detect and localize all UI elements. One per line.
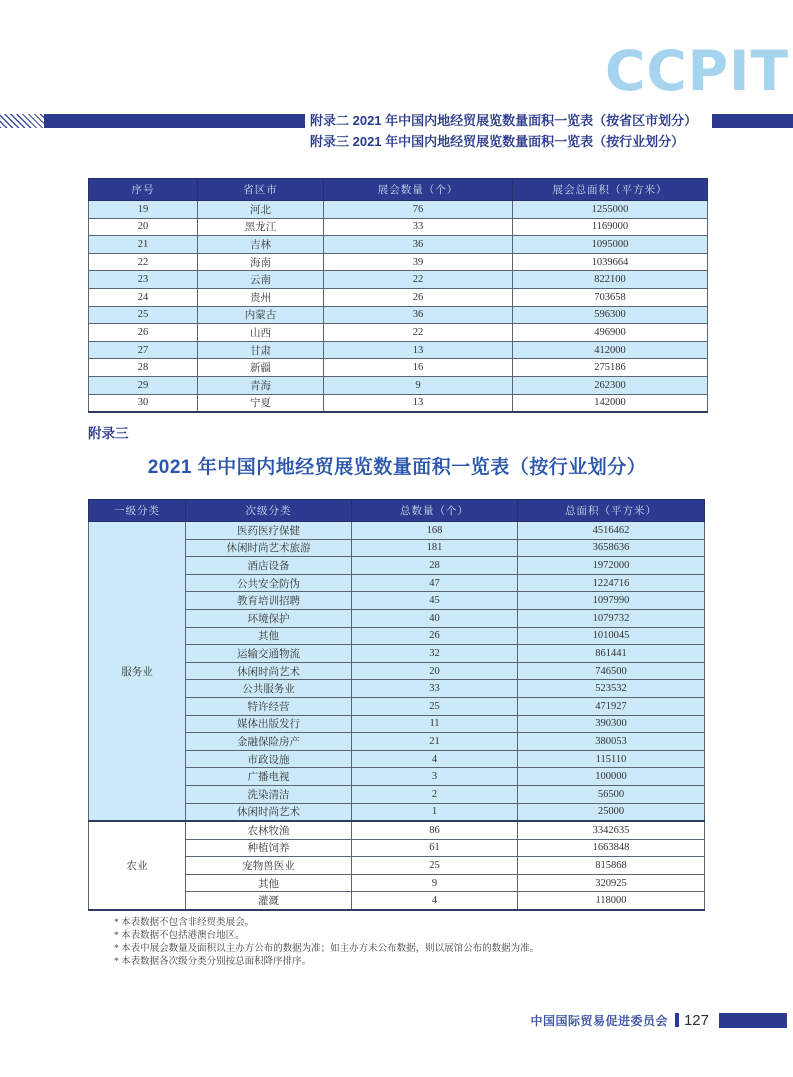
table-row bbox=[89, 236, 708, 254]
ccpit-logo: CCPIT bbox=[604, 39, 789, 103]
table-cell: 云南 bbox=[198, 271, 324, 289]
footnote-line: * 本表数据不包含非经贸类展会。 bbox=[114, 917, 539, 930]
table-cell: 吉林 bbox=[198, 236, 324, 254]
table-cell: 新疆 bbox=[198, 359, 324, 377]
table-cell: 3342635 bbox=[518, 821, 705, 839]
table-cell: 412000 bbox=[513, 341, 708, 359]
column-header: 总面积（平方米） bbox=[518, 500, 705, 522]
column-header: 展会总面积（平方米） bbox=[513, 179, 708, 201]
table-cell: 28 bbox=[89, 359, 198, 377]
table-cell: 33 bbox=[324, 218, 513, 236]
table-cell: 523532 bbox=[518, 680, 705, 698]
footnotes bbox=[114, 917, 539, 969]
table-cell: 4516462 bbox=[518, 522, 705, 540]
table-cell: 23 bbox=[89, 271, 198, 289]
table-cell: 21 bbox=[89, 236, 198, 254]
table-cell: 40 bbox=[352, 609, 518, 627]
table-cell: 医药医疗保健 bbox=[186, 522, 352, 540]
table-cell: 休闲时尚艺术 bbox=[186, 662, 352, 680]
footer-bar bbox=[719, 1013, 787, 1028]
column-header: 省区市 bbox=[198, 179, 324, 201]
table-cell: 农林牧渔 bbox=[186, 821, 352, 839]
header-bar-left bbox=[44, 114, 305, 128]
table-cell: 26 bbox=[324, 288, 513, 306]
table-cell: 4 bbox=[352, 750, 518, 768]
table-cell: 25 bbox=[352, 857, 518, 875]
table-cell: 4 bbox=[352, 892, 518, 910]
table-cell: 媒体出版发行 bbox=[186, 715, 352, 733]
column-header: 次级分类 bbox=[186, 500, 352, 522]
table-cell: 36 bbox=[324, 236, 513, 254]
category-cell: 农业 bbox=[89, 821, 186, 910]
table-cell: 洗染清洁 bbox=[186, 785, 352, 803]
table-cell: 24 bbox=[89, 288, 198, 306]
table-row bbox=[89, 324, 708, 342]
table-cell: 26 bbox=[89, 324, 198, 342]
table-cell: 1663848 bbox=[518, 839, 705, 857]
table-cell: 河北 bbox=[198, 201, 324, 219]
table-cell: 宠物兽医业 bbox=[186, 857, 352, 875]
table-cell: 黑龙江 bbox=[198, 218, 324, 236]
table-cell: 种植饲养 bbox=[186, 839, 352, 857]
table-cell: 13 bbox=[324, 341, 513, 359]
footer-separator bbox=[675, 1013, 679, 1027]
table-cell: 1169000 bbox=[513, 218, 708, 236]
table-cell: 168 bbox=[352, 522, 518, 540]
table-cell: 36 bbox=[324, 306, 513, 324]
header-stripe-decoration bbox=[0, 114, 44, 128]
table-cell: 1255000 bbox=[513, 201, 708, 219]
table-cell: 市政设施 bbox=[186, 750, 352, 768]
table-cell: 703658 bbox=[513, 288, 708, 306]
table-cell: 25 bbox=[352, 697, 518, 715]
province-table-header bbox=[89, 179, 708, 201]
table-cell: 灌溉 bbox=[186, 892, 352, 910]
table-cell: 2 bbox=[352, 785, 518, 803]
table-cell: 公共服务业 bbox=[186, 680, 352, 698]
table-cell: 47 bbox=[352, 574, 518, 592]
table-row bbox=[89, 821, 705, 839]
table-cell: 822100 bbox=[513, 271, 708, 289]
table-cell: 休闲时尚艺术旅游 bbox=[186, 539, 352, 557]
table-cell: 1010045 bbox=[518, 627, 705, 645]
table-cell: 内蒙古 bbox=[198, 306, 324, 324]
table-cell: 56500 bbox=[518, 785, 705, 803]
footnote-line: * 本表中展会数量及面积以主办方公布的数据为准；如主办方未公布数据，则以展馆公布的数据为准。 bbox=[114, 943, 539, 956]
table-cell: 115110 bbox=[518, 750, 705, 768]
table-row bbox=[89, 288, 708, 306]
table-cell: 27 bbox=[89, 341, 198, 359]
table-cell: 496900 bbox=[513, 324, 708, 342]
table-cell: 教育培训招聘 bbox=[186, 592, 352, 610]
appendix-two-heading: 附录二 2021 年中国内地经贸展览数量面积一览表（按省区市划分） bbox=[310, 113, 698, 128]
table-cell: 9 bbox=[324, 376, 513, 394]
table-row bbox=[89, 306, 708, 324]
table-cell: 26 bbox=[352, 627, 518, 645]
table-row bbox=[89, 271, 708, 289]
appendix-three-label: 附录三 bbox=[88, 426, 129, 441]
table-cell: 861441 bbox=[518, 645, 705, 663]
table-cell: 1039664 bbox=[513, 253, 708, 271]
table-cell: 11 bbox=[352, 715, 518, 733]
industry-table-header bbox=[89, 500, 705, 522]
table-cell: 3658636 bbox=[518, 539, 705, 557]
table-cell: 29 bbox=[89, 376, 198, 394]
table-row bbox=[89, 359, 708, 377]
table-cell: 380053 bbox=[518, 733, 705, 751]
table-cell: 甘肃 bbox=[198, 341, 324, 359]
table-cell: 20 bbox=[352, 662, 518, 680]
table-cell: 596300 bbox=[513, 306, 708, 324]
table-cell: 广播电视 bbox=[186, 768, 352, 786]
table-row bbox=[89, 341, 708, 359]
table-cell: 118000 bbox=[518, 892, 705, 910]
table-cell: 13 bbox=[324, 394, 513, 412]
province-table-body bbox=[89, 201, 708, 413]
table-cell: 金融保险房产 bbox=[186, 733, 352, 751]
table-row bbox=[89, 218, 708, 236]
table-cell: 61 bbox=[352, 839, 518, 857]
table-row bbox=[89, 394, 708, 412]
table-cell: 1224716 bbox=[518, 574, 705, 592]
table-cell: 青海 bbox=[198, 376, 324, 394]
column-header: 序号 bbox=[89, 179, 198, 201]
table-cell: 其他 bbox=[186, 874, 352, 892]
table-cell: 142000 bbox=[513, 394, 708, 412]
table-cell: 1095000 bbox=[513, 236, 708, 254]
table-cell: 20 bbox=[89, 218, 198, 236]
table-cell: 海南 bbox=[198, 253, 324, 271]
table-cell: 22 bbox=[324, 271, 513, 289]
table-cell: 贵州 bbox=[198, 288, 324, 306]
table-cell: 100000 bbox=[518, 768, 705, 786]
table-cell: 28 bbox=[352, 557, 518, 575]
page-number: 127 bbox=[683, 1011, 709, 1029]
industry-table-title: 2021 年中国内地经贸展览数量面积一览表（按行业划分） bbox=[147, 457, 647, 478]
table-cell: 22 bbox=[324, 324, 513, 342]
table-cell: 宁夏 bbox=[198, 394, 324, 412]
table-cell: 262300 bbox=[513, 376, 708, 394]
table-cell: 86 bbox=[352, 821, 518, 839]
table-cell: 1 bbox=[352, 803, 518, 821]
table-cell: 酒店设备 bbox=[186, 557, 352, 575]
table-header-row bbox=[89, 500, 705, 522]
table-cell: 33 bbox=[352, 680, 518, 698]
table-cell: 25000 bbox=[518, 803, 705, 821]
table-cell: 746500 bbox=[518, 662, 705, 680]
table-cell: 30 bbox=[89, 394, 198, 412]
province-exhibition-table bbox=[88, 178, 708, 413]
industry-exhibition-table bbox=[88, 499, 705, 911]
industry-table-body bbox=[89, 522, 705, 911]
table-row bbox=[89, 201, 708, 219]
column-header: 展会数量（个） bbox=[324, 179, 513, 201]
column-header: 总数量（个） bbox=[352, 500, 518, 522]
table-cell: 公共安全防伪 bbox=[186, 574, 352, 592]
table-cell: 320925 bbox=[518, 874, 705, 892]
appendix-three-heading: 附录三 2021 年中国内地经贸展览数量面积一览表（按行业划分） bbox=[310, 134, 685, 149]
table-cell: 环境保护 bbox=[186, 609, 352, 627]
footer-organization: 中国国际贸易促进委员会 bbox=[530, 1013, 668, 1028]
table-cell: 3 bbox=[352, 768, 518, 786]
table-cell: 275186 bbox=[513, 359, 708, 377]
table-cell: 16 bbox=[324, 359, 513, 377]
table-cell: 815868 bbox=[518, 857, 705, 875]
table-cell: 山西 bbox=[198, 324, 324, 342]
footnote-line: * 本表数据不包括港澳台地区。 bbox=[114, 930, 539, 943]
footnote-line: * 本表数据各次级分类分别按总面积降序排序。 bbox=[114, 956, 539, 969]
table-cell: 运输交通物流 bbox=[186, 645, 352, 663]
table-cell: 1972000 bbox=[518, 557, 705, 575]
table-row bbox=[89, 522, 705, 540]
table-cell: 19 bbox=[89, 201, 198, 219]
column-header: 一级分类 bbox=[89, 500, 186, 522]
table-cell: 181 bbox=[352, 539, 518, 557]
table-cell: 471927 bbox=[518, 697, 705, 715]
table-header-row bbox=[89, 179, 708, 201]
table-cell: 1097990 bbox=[518, 592, 705, 610]
table-cell: 1079732 bbox=[518, 609, 705, 627]
table-cell: 特许经营 bbox=[186, 697, 352, 715]
table-cell: 21 bbox=[352, 733, 518, 751]
table-row bbox=[89, 253, 708, 271]
table-cell: 22 bbox=[89, 253, 198, 271]
page-footer bbox=[530, 1012, 787, 1028]
table-cell: 390300 bbox=[518, 715, 705, 733]
table-cell: 76 bbox=[324, 201, 513, 219]
category-cell: 服务业 bbox=[89, 522, 186, 822]
table-cell: 其他 bbox=[186, 627, 352, 645]
table-cell: 9 bbox=[352, 874, 518, 892]
table-row bbox=[89, 376, 708, 394]
table-cell: 25 bbox=[89, 306, 198, 324]
table-cell: 45 bbox=[352, 592, 518, 610]
table-cell: 39 bbox=[324, 253, 513, 271]
table-cell: 休闲时尚艺术 bbox=[186, 803, 352, 821]
table-cell: 32 bbox=[352, 645, 518, 663]
